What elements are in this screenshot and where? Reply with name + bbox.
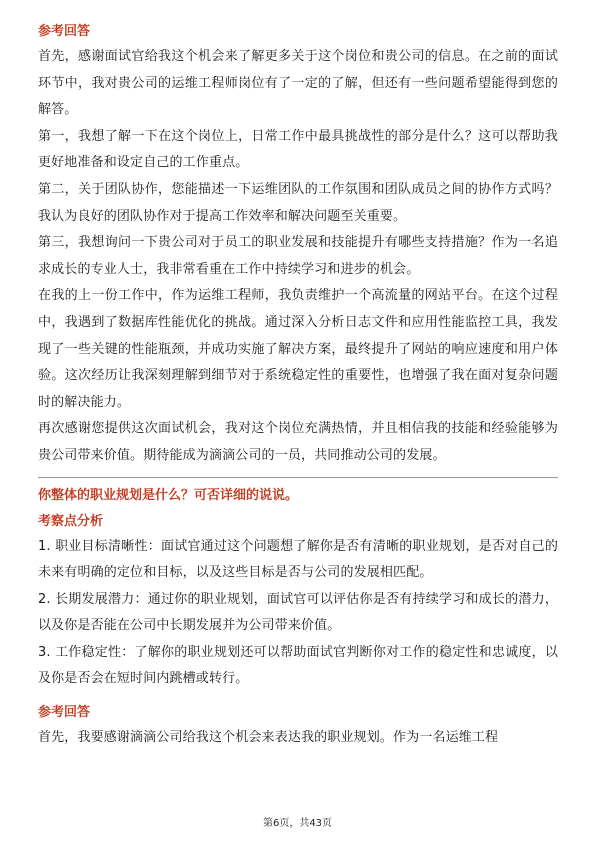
section-heading-analysis: 考察点分析 bbox=[38, 513, 104, 529]
analysis-item: 1. 职业目标清晰性：面试官通过这个问题想了解你是否有清晰的职业规划，是否对自己的未来有明确的定位和目标，以及这些目标是否与公司的发展相匹配。 bbox=[38, 538, 558, 581]
section-divider bbox=[38, 477, 558, 478]
answer-paragraph: 首先，我要感谢滴滴公司给我这个机会来表达我的职业规划。作为一名运维工程 bbox=[38, 730, 499, 746]
page-number-footer: 第6页，共43页 bbox=[262, 818, 333, 829]
interview-question: 你整体的职业规划是什么？可否详细的说说。 bbox=[38, 487, 299, 503]
spacer bbox=[38, 693, 558, 701]
answer-paragraph: 再次感谢您提供这次面试机会，我对这个岗位充满热情，并且相信我的技能和经验能够为贵公司带来价值。期待能成为滴滴公司的一员，共同推动公司的发展。 bbox=[38, 421, 558, 463]
answer-paragraph: 第三，我想询问一下贵公司对于员工的职业发展和技能提升有哪些支持措施？作为一名追求成长的专业人士，我非常看重在工作中持续学习和进步的机会。 bbox=[38, 235, 558, 277]
answer-paragraph: 第一，我想了解一下在这个岗位上，日常工作中最具挑战性的部分是什么？这可以帮助我更好地准备和设定自己的工作重点。 bbox=[38, 128, 558, 171]
analysis-item: 3. 工作稳定性：了解你的职业规划还可以帮助面试官判断你对工作的稳定性和忠诚度，以及你是否会在短时间内跳槽或转行。 bbox=[38, 644, 558, 687]
analysis-item: 2. 长期发展潜力：通过你的职业规划，面试官可以评估你是否有持续学习和成长的潜力，以及你是否能在公司中长期发展并为公司带来价值。 bbox=[38, 591, 558, 634]
section-heading-reference-answer: 参考回答 bbox=[38, 24, 91, 39]
section-heading-reference-answer: 参考回答 bbox=[38, 705, 91, 721]
answer-paragraph: 第二，关于团队协作，您能描述一下运维团队的工作氛围和团队成员之间的协作方式吗？我认为良好的团队协作对于提高工作效率和解决问题至关重要。 bbox=[38, 181, 558, 224]
answer-paragraph: 首先，感谢面试官给我这个机会来了解更多关于这个岗位和贵公司的信息。在之前的面试环节中，我对贵公司的运维工程师岗位有了一定的了解，但还有一些问题希望能得到您的解答。 bbox=[38, 49, 558, 118]
answer-paragraph: 在我的上一份工作中，作为运维工程师，我负责维护一个高流量的网站平台。在这个过程中，我遇到了数据库性能优化的挑战。通过深入分析日志文件和应用性能监控工具，我发现了一些关键的性能瓶颈，并成功实施了解决方案，最终提升了网站的响应速度和用户体验。这次经历让我深刻理解到细节对于系统稳定性的重要性，也增强了我在面对复杂问题时的解决能力。 bbox=[38, 288, 558, 410]
page-content bbox=[38, 20, 558, 752]
